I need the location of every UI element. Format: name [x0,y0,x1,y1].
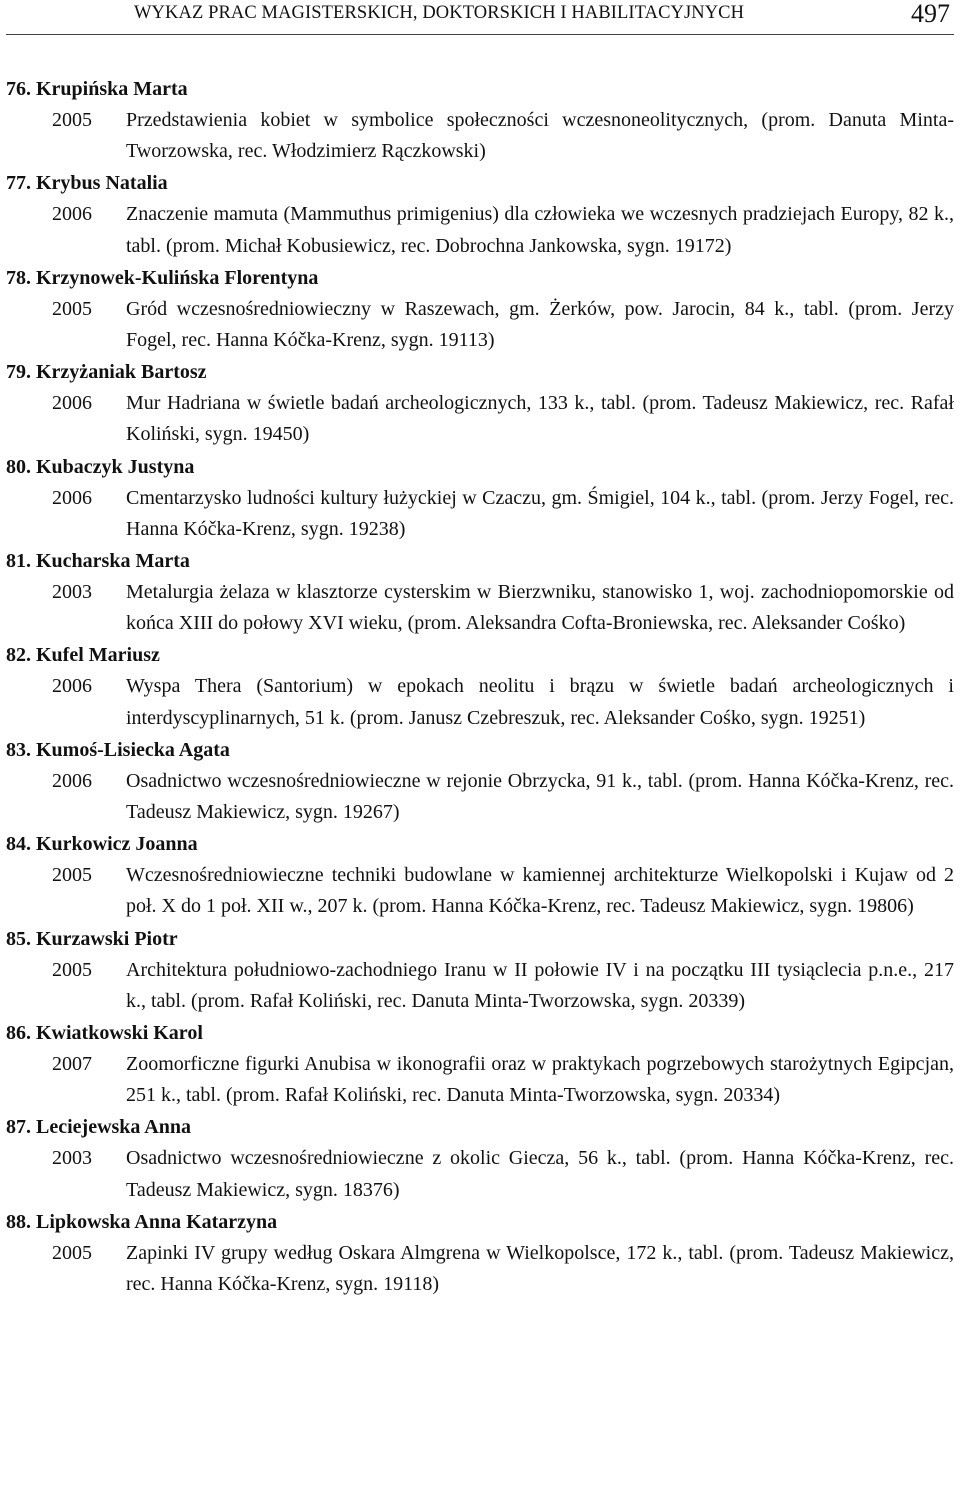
entry-heading: 86. Kwiatkowski Karol [6,1022,203,1045]
entry-description: Znaczenie mamuta (Mammuthus primigenius) dla człowieka we wczesnych pradziejach Europy, 82 k., tabl. (prom. Michał Kobusiewicz, rec. Dobrochna Jankowska, sygn. 19172) [126,203,954,257]
entry-description: Wczesnośredniowieczne techniki budowlane w kamiennej architekturze Wielkopolski i Kujaw od 2 poł. X do 1 poł. XII w., 207 k. (prom. Hanna Kóčka-Krenz, rec. Tadeusz Makiewicz, sygn. 19806) [126,864,954,918]
entry-body [6,955,954,1017]
entry-body [6,294,954,356]
entry-body [6,1049,954,1111]
entry-year: 2006 [52,769,92,792]
entry-heading: 83. Kumoś-Lisiecka Agata [6,738,230,761]
entry-heading: 87. Leciejewska Anna [6,1116,191,1139]
entry-year: 2005 [52,864,92,887]
entry-heading: 77. Krybus Natalia [6,172,168,195]
entry-heading: 81. Kucharska Marta [6,550,190,573]
entry-year: 2005 [52,1241,92,1264]
entry-heading: 76. Krupińska Marta [6,78,188,100]
entry-body [6,483,954,545]
thesis-list [6,73,954,1300]
entry-body [6,1143,954,1205]
entry-year: 2005 [52,297,92,320]
entry-body [6,671,954,733]
page-number: 497 [911,0,950,28]
entry-body [6,105,954,167]
entry-heading: 85. Kurzawski Piotr [6,927,178,950]
running-title: WYKAZ PRAC MAGISTERSKICH, DOKTORSKICH I HABILITACYJNYCH [134,3,745,23]
entry-heading: 79. Krzyżaniak Bartosz [6,361,207,384]
entry-year: 2003 [52,581,92,604]
entry-description: Architektura południowo-zachodniego Iranu w II połowie IV i na początku III tysiąclecia p.n.e., 217 k., tabl. (prom. Rafał Koliński, rec. Danuta Minta-Tworzowska, sygn. 20339) [126,958,954,1012]
thesis-entry [6,73,954,167]
entry-year: 2005 [52,109,92,131]
entry-heading: 78. Krzynowek-Kulińska Florentyna [6,266,319,289]
thesis-entry [6,545,954,639]
entry-description: Gród wczesnośredniowieczny w Raszewach, gm. Żerków, pow. Jarocin, 84 k., tabl. (prom. Jerzy Fogel, rec. Hanna Kóčka-Krenz, sygn. 19113) [126,297,954,352]
entry-body [6,766,954,828]
entry-body [6,1238,954,1300]
entry-body [6,199,954,261]
entry-description: Przedstawienia kobiet w symbolice społeczności wczesnoneolitycznych, (prom. Danuta Minta-Tworzowska, rec. Włodzimierz Rączkowski) [126,109,954,163]
entry-description: Osadnictwo wczesnośredniowieczne z okolic Giecza, 56 k., tabl. (prom. Hanna Kóčka-Krenz, rec. Tadeusz Makiewicz, sygn. 18376) [126,1147,954,1201]
entry-year: 2003 [52,1147,92,1170]
entry-year: 2007 [52,1053,92,1076]
entry-body [6,860,954,922]
entry-body [6,577,954,639]
page-header [6,0,954,35]
thesis-entry [6,1111,954,1205]
entry-description: Zoomorficzne figurki Anubisa w ikonografii oraz w praktykach pogrzebowych starożytnych Egipcjan, 251 k., tabl. (prom. Rafał Koliński, rec. Danuta Minta-Tworzowska, sygn. 20334) [126,1053,954,1107]
entry-year: 2006 [52,392,92,415]
entry-body [6,388,954,450]
entry-heading: 84. Kurkowicz Joanna [6,833,198,856]
entry-year: 2006 [52,203,92,226]
thesis-entry [6,828,954,922]
thesis-entry [6,167,954,261]
thesis-entry [6,734,954,828]
entry-description: Metalurgia żelaza w klasztorze cysterskim w Bierzwniku, stanowisko 1, woj. zachodniopomorskie od końca XIII do połowy XVI wieku, (prom. Aleksandra Cofta-Broniewska, rec. Aleksander Cośko) [126,581,954,635]
entry-year: 2005 [52,958,92,981]
thesis-entry [6,262,954,356]
thesis-entry [6,1017,954,1111]
thesis-entry [6,356,954,450]
entry-year: 2006 [52,486,92,509]
entry-year: 2006 [52,675,92,698]
entry-heading: 82. Kufel Mariusz [6,644,160,667]
thesis-entry [6,1206,954,1300]
entry-description: Cmentarzysko ludności kultury łużyckiej w Czaczu, gm. Śmigiel, 104 k., tabl. (prom. Jerzy Fogel, rec. Hanna Kóčka-Krenz, sygn. 19238) [126,486,954,540]
entry-description: Zapinki IV grupy według Oskara Almgrena w Wielkopolsce, 172 k., tabl. (prom. Tadeusz Makiewicz, rec. Hanna Kóčka-Krenz, sygn. 19118) [126,1241,954,1296]
thesis-entry [6,923,954,1017]
entry-description: Mur Hadriana w świetle badań archeologicznych, 133 k., tabl. (prom. Tadeusz Makiewicz, rec. Rafał Koliński, sygn. 19450) [126,392,954,446]
thesis-entry [6,639,954,733]
thesis-entry [6,451,954,545]
entry-description: Wyspa Thera (Santorium) w epokach neolitu i brązu w świetle badań archeologicznych i interdyscyplinarnych, 51 k. (prom. Janusz Czebreszuk, rec. Aleksander Cośko, sygn. 19251) [126,675,954,729]
entry-heading: 88. Lipkowska Anna Katarzyna [6,1210,278,1233]
entry-description: Osadnictwo wczesnośredniowieczne w rejonie Obrzycka, 91 k., tabl. (prom. Hanna Kóčka-Krenz, rec. Tadeusz Makiewicz, sygn. 19267) [126,769,954,824]
entry-heading: 80. Kubaczyk Justyna [6,455,195,478]
